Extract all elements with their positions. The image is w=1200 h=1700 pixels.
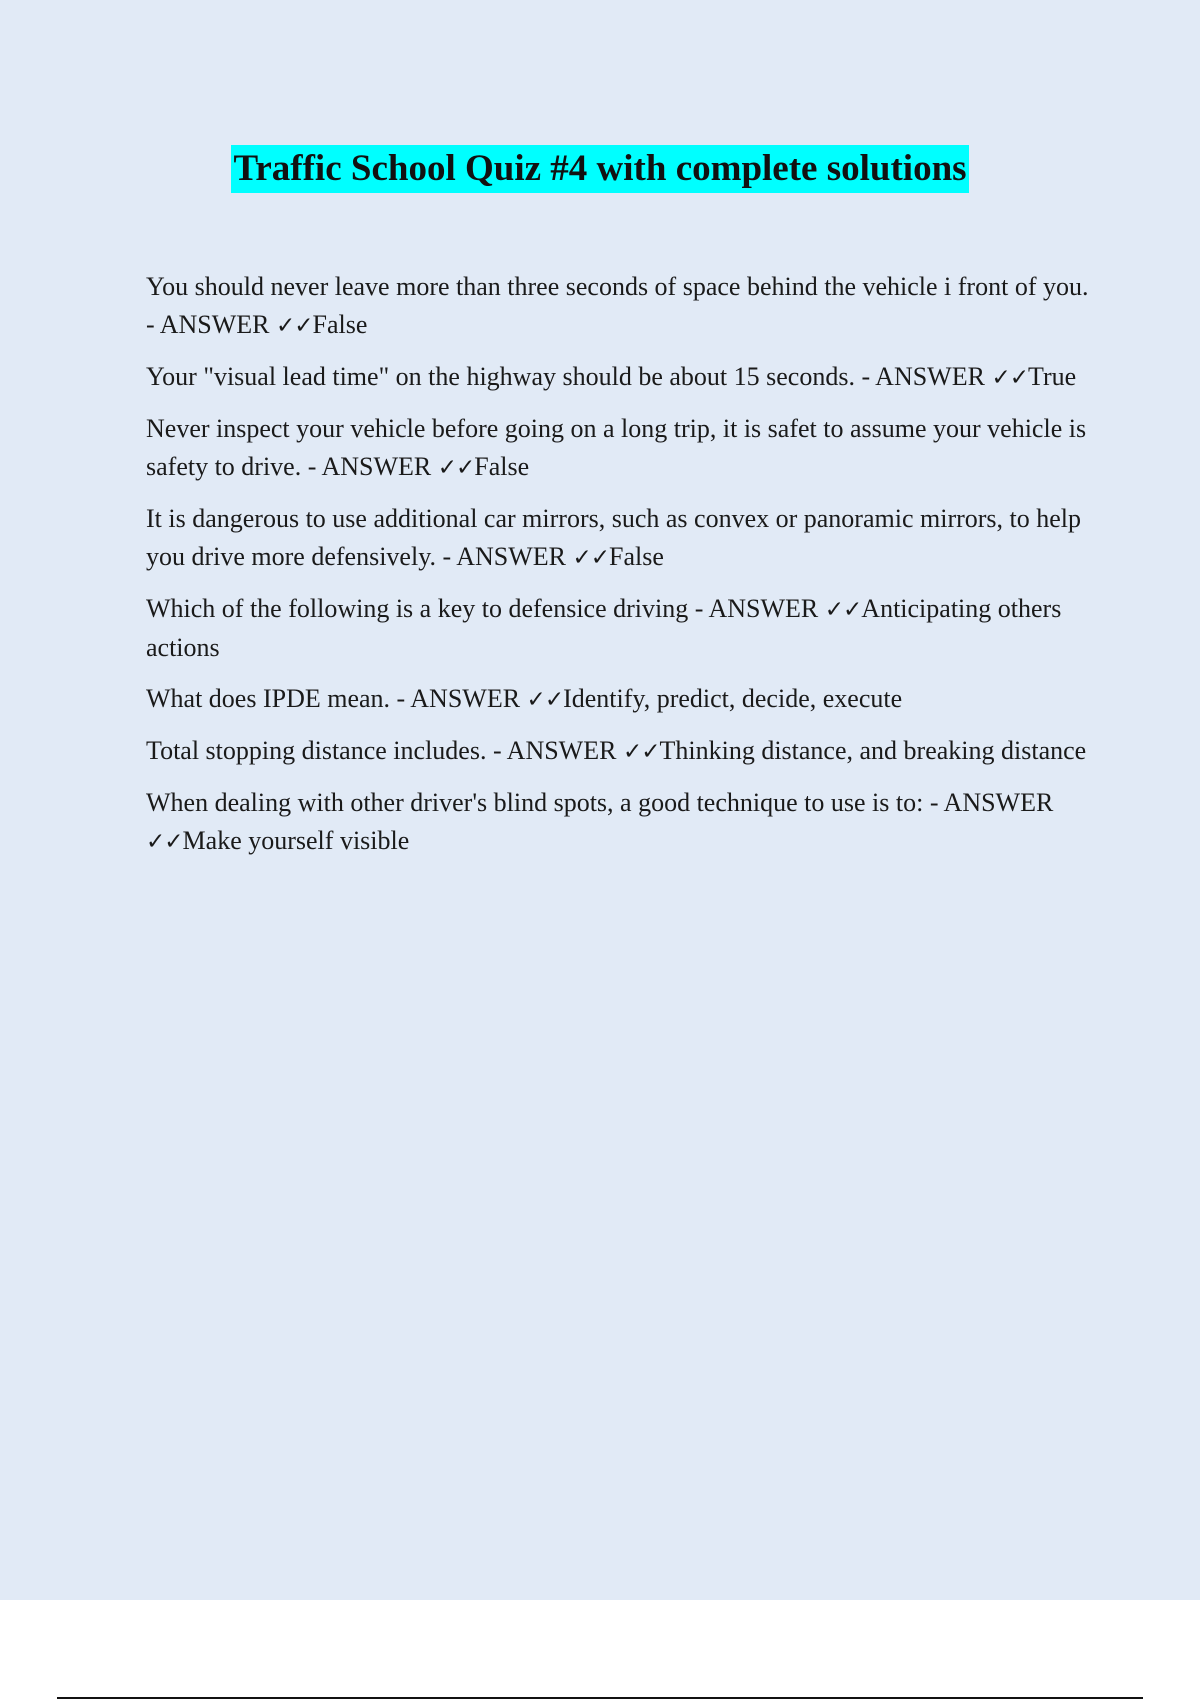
question-text: Your "visual lead time" on the highway should be about 15 seconds. - ANSWER (146, 362, 992, 391)
answer-text: Make yourself visible (182, 826, 410, 855)
qa-item (146, 268, 1096, 345)
double-check-icon: ✓✓ (276, 313, 313, 339)
question-text: What does IPDE mean. - ANSWER (146, 684, 527, 713)
qa-item (146, 410, 1096, 487)
answer-text: False (312, 310, 368, 339)
question-text: Never inspect your vehicle before going on a long trip, it is safet to assume your vehicle is safety to drive. - ANSWER (146, 414, 1087, 481)
double-check-icon: ✓✓ (526, 687, 564, 713)
answer-text: True (1028, 362, 1077, 391)
double-check-icon: ✓✓ (572, 545, 610, 571)
question-text: Total stopping distance includes. - ANSWER (146, 736, 623, 765)
double-check-icon: ✓✓ (622, 739, 660, 765)
question-text: It is dangerous to use additional car mirrors, such as convex or panoramic mirrors, to help you drive more defensively. - ANSWER (146, 504, 1082, 571)
document-title: Traffic School Quiz #4 with complete solutions (231, 145, 968, 193)
answer-text: False (474, 452, 530, 481)
double-check-icon: ✓✓ (146, 829, 183, 855)
answer-text: False (609, 542, 664, 571)
qa-item (146, 784, 1096, 861)
answer-text: Anticipating others actions (146, 594, 1062, 662)
qa-item (146, 500, 1096, 577)
qa-item (146, 358, 1096, 397)
question-text: When dealing with other driver's blind spots, a good technique to use is to: - ANSWER (146, 788, 1054, 817)
qa-list (146, 268, 1096, 874)
footer-divider (57, 1697, 1143, 1699)
qa-item (146, 732, 1096, 771)
double-check-icon: ✓✓ (824, 597, 862, 623)
qa-item (146, 590, 1096, 667)
double-check-icon: ✓✓ (437, 455, 475, 481)
answer-text: Thinking distance, and breaking distance (659, 736, 1087, 765)
question-text: Which of the following is a key to defensice driving - ANSWER (146, 594, 825, 623)
answer-text: Identify, predict, decide, execute (563, 684, 903, 713)
qa-item (146, 680, 1096, 719)
title-container (0, 145, 1200, 193)
double-check-icon: ✓✓ (991, 365, 1028, 391)
question-text: You should never leave more than three seconds of space behind the vehicle i front of you. - ANSWER (146, 272, 1089, 339)
